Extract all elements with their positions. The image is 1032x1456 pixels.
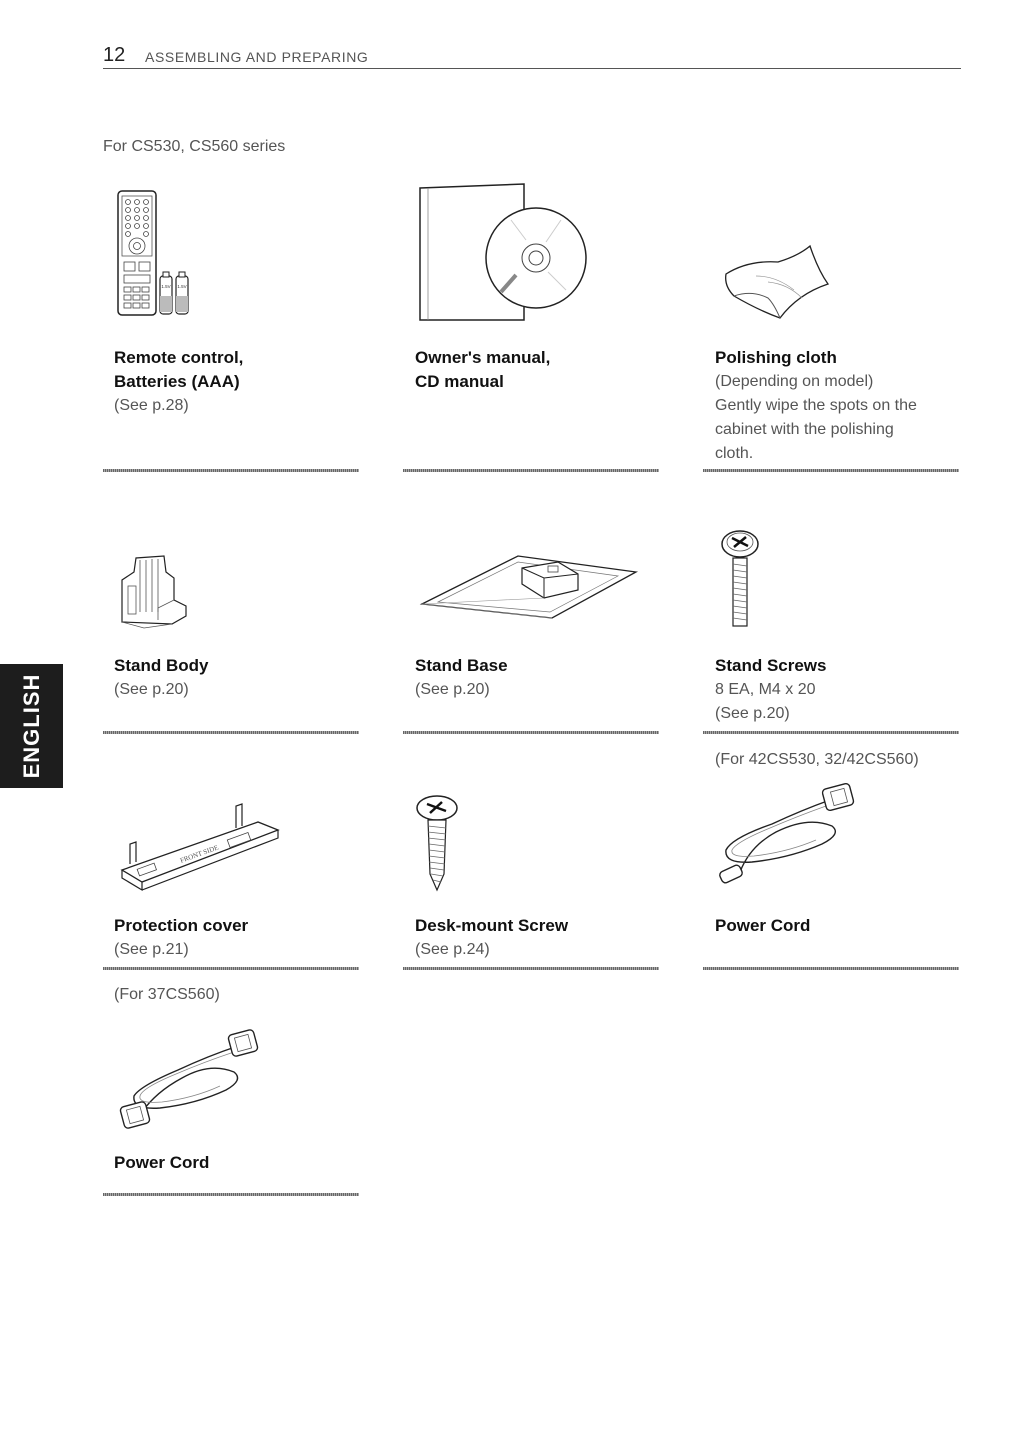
divider	[703, 731, 959, 734]
divider	[403, 967, 659, 970]
item-title: Batteries (AAA)	[114, 372, 240, 391]
item-stand-screws	[715, 654, 973, 726]
section-title: ASSEMBLING AND PREPARING	[145, 49, 369, 65]
item-owners-manual	[415, 346, 673, 394]
item-note: (See p.28)	[114, 397, 189, 414]
stand-body-illustration	[114, 550, 194, 630]
item-title: Owner's manual,	[415, 348, 551, 367]
divider	[103, 731, 359, 734]
front-side-label: FRONT SIDE	[179, 843, 220, 865]
item-stand-base	[415, 654, 673, 702]
power-cord-illustration	[112, 1024, 262, 1134]
item-title: CD manual	[415, 372, 504, 391]
divider	[103, 469, 359, 472]
stand-base-illustration	[418, 552, 640, 622]
item-note: (See p.21)	[114, 941, 189, 958]
divider	[103, 1193, 359, 1196]
item-remote-control	[114, 346, 372, 418]
page-number: 12	[103, 44, 126, 66]
item-stand-body	[114, 654, 372, 702]
item-note: cabinet with the polishing	[715, 421, 894, 438]
owners-manual-cd-illustration	[416, 180, 596, 325]
item-title: Stand Base	[415, 656, 508, 675]
item-title: Polishing cloth	[715, 348, 837, 367]
item-note: (See p.24)	[415, 941, 490, 958]
item-title: Remote control,	[114, 348, 244, 367]
item-note: (See p.20)	[715, 705, 790, 722]
item-note: Gently wipe the spots on the	[715, 397, 917, 414]
battery-label: 1.5V	[161, 284, 171, 289]
item-note: (See p.20)	[415, 681, 490, 698]
divider	[103, 967, 359, 970]
item-polishing-cloth	[715, 346, 973, 466]
series-heading: For CS530, CS560 series	[103, 138, 286, 155]
item-title: Stand Screws	[715, 656, 827, 675]
divider	[703, 967, 959, 970]
item-power-cord-37	[114, 1151, 372, 1175]
remote-control-illustration	[112, 188, 202, 318]
item-note: (See p.20)	[114, 681, 189, 698]
stand-screw-illustration	[718, 528, 762, 633]
item-note: cloth.	[715, 445, 754, 462]
item-title: Desk-mount Screw	[415, 916, 569, 935]
item-note: (Depending on model)	[715, 373, 874, 390]
page-header	[103, 42, 961, 69]
divider	[703, 469, 959, 472]
item-title: Stand Body	[114, 656, 209, 675]
power-cord-illustration	[712, 780, 862, 890]
polishing-cloth-illustration	[718, 240, 833, 330]
model-note: (For 37CS560)	[114, 986, 220, 1003]
battery-label: 1.5V	[177, 284, 187, 289]
item-desk-mount-screw	[415, 914, 673, 962]
item-title: Power Cord	[715, 916, 811, 935]
item-protection-cover	[114, 914, 372, 962]
model-note: (For 42CS530, 32/42CS560)	[715, 751, 919, 768]
item-title: Power Cord	[114, 1153, 210, 1172]
divider	[403, 731, 659, 734]
desk-mount-screw-illustration	[412, 794, 462, 894]
item-note: 8 EA, M4 x 20	[715, 681, 816, 698]
language-tab	[0, 664, 63, 788]
language-tab-label: ENGLISH	[19, 673, 44, 779]
item-title: Protection cover	[114, 916, 249, 935]
protection-cover-illustration	[118, 800, 293, 895]
item-power-cord	[715, 914, 973, 938]
divider	[403, 469, 659, 472]
